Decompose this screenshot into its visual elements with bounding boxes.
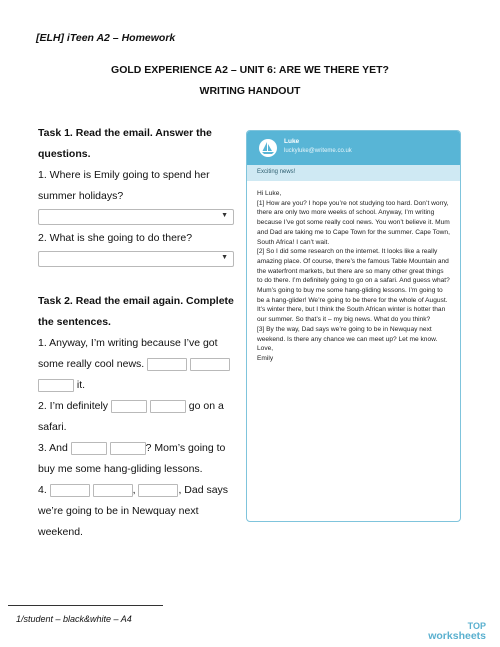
- sentence-4: [38, 480, 238, 501]
- email-paragraph-1: [1] How are you? I hope you’re not studying too hard. Don’t worry, there are only two more weeks of school. Anyway, I’m writing because I’ve got some really cool news. You won’t believe it. Mum and Dad are taking me to Cape Town for the summer. Cape Town, South Africa! I can’t wait.: [257, 199, 450, 246]
- email-greeting: Hi Luke,: [257, 190, 282, 197]
- sentence-3: [38, 438, 238, 459]
- task1-heading: Task 1. Read the email. Answer the: [38, 127, 212, 139]
- email-card: [246, 130, 461, 522]
- email-paragraph-3: [3] By the way, Dad says we’re going to be in Newquay next weekend. Is there any chance we can meet up? Let me know.: [257, 325, 438, 343]
- email-sender-address: luckyluke@writeme.co.uk: [284, 148, 352, 154]
- sentence-4-end-line: weekend.: [38, 526, 83, 538]
- email-subject: Exciting news!: [257, 169, 296, 175]
- question-1-cont: summer holidays?: [38, 190, 124, 202]
- tasks-column: [38, 123, 238, 543]
- question-2: 2. What is she going to do there?: [38, 232, 193, 244]
- sentence-4-start: 4.: [38, 484, 47, 496]
- blank-3b[interactable]: [110, 442, 146, 455]
- email-paragraph-2: [2] So I did some research on the internet. It looks like a really amazing place. Of course, there’s the famous Table Mountain and the waterfront markets, but there are so many other great things to do there. I’m definitely going to go on a safari. And guess what? Mum’s going to buy me some hang-gliding lessons. I’m going to be a hang-glider! We’re going to be there for the whole of August. It’s winter there, but I think the South African winter is hotter than our summer. So that’s it – my big news. What do you think?: [257, 248, 450, 324]
- sentence-2-end: go on a: [188, 400, 224, 412]
- sentence-2-cont: safari.: [38, 421, 67, 433]
- blank-1b[interactable]: [190, 358, 230, 371]
- task2-heading-cont: the sentences.: [38, 316, 111, 328]
- sentence-2: [38, 396, 238, 417]
- page-subtitle: WRITING HANDOUT: [199, 85, 301, 97]
- task2-heading: Task 2. Read the email again. Complete: [38, 295, 234, 307]
- blank-2a[interactable]: [111, 400, 147, 413]
- answer-2-dropdown[interactable]: [38, 251, 234, 267]
- email-signature: Emily: [257, 354, 274, 362]
- question-1: 1. Where is Emily going to spend her: [38, 169, 210, 181]
- sentence-3-cont: buy me some hang-gliding lessons.: [38, 463, 203, 475]
- sentence-4-end: , Dad says: [178, 484, 229, 496]
- sentence-1-end-text: it.: [76, 379, 86, 391]
- brand-top-text: TOP: [467, 621, 486, 631]
- sentence-2-start: 2. I’m definitely: [38, 400, 109, 412]
- blank-1a[interactable]: [147, 358, 187, 371]
- sentence-3-start: 3. And: [38, 442, 68, 454]
- email-sender-name: Luke: [284, 138, 300, 145]
- blank-3a[interactable]: [71, 442, 107, 455]
- blank-1c[interactable]: [38, 379, 74, 392]
- sentence-1-end: [38, 375, 238, 396]
- sentence-3-end: ? Mom’s going to: [145, 442, 226, 454]
- email-body: [247, 181, 460, 364]
- sentence-4-comma: ,: [132, 484, 136, 496]
- email-signoff: Love,: [257, 345, 274, 353]
- page-title: GOLD EXPERIENCE A2 – UNIT 6: ARE WE THERE YET?: [111, 64, 389, 76]
- email-header: [247, 131, 460, 165]
- blank-2b[interactable]: [150, 400, 186, 413]
- answer-1-dropdown[interactable]: [38, 209, 234, 225]
- chevron-down-icon: ▼: [221, 254, 228, 261]
- sentence-1-cont: [38, 354, 238, 375]
- blank-4b[interactable]: [93, 484, 133, 497]
- brand-logo: [428, 622, 486, 642]
- sentence-1: 1. Anyway, I’m writing because I’ve got: [38, 337, 218, 349]
- sentence-4-cont: we’re going to be in Newquay next: [38, 505, 199, 517]
- email-subject-bar: [247, 165, 460, 181]
- blank-4a[interactable]: [50, 484, 90, 497]
- course-line: [ELH] iTeen A2 – Homework: [36, 32, 176, 44]
- footer-divider: [8, 605, 163, 606]
- sentence-1-text: some really cool news.: [38, 358, 145, 370]
- task1-heading-cont: questions.: [38, 148, 91, 160]
- blank-4c[interactable]: [138, 484, 178, 497]
- chevron-down-icon: ▼: [221, 212, 228, 219]
- brand-bottom-text: worksheets: [428, 630, 486, 642]
- footer-note: 1/student – black&white – A4: [16, 614, 132, 624]
- sailboat-icon: [259, 139, 277, 157]
